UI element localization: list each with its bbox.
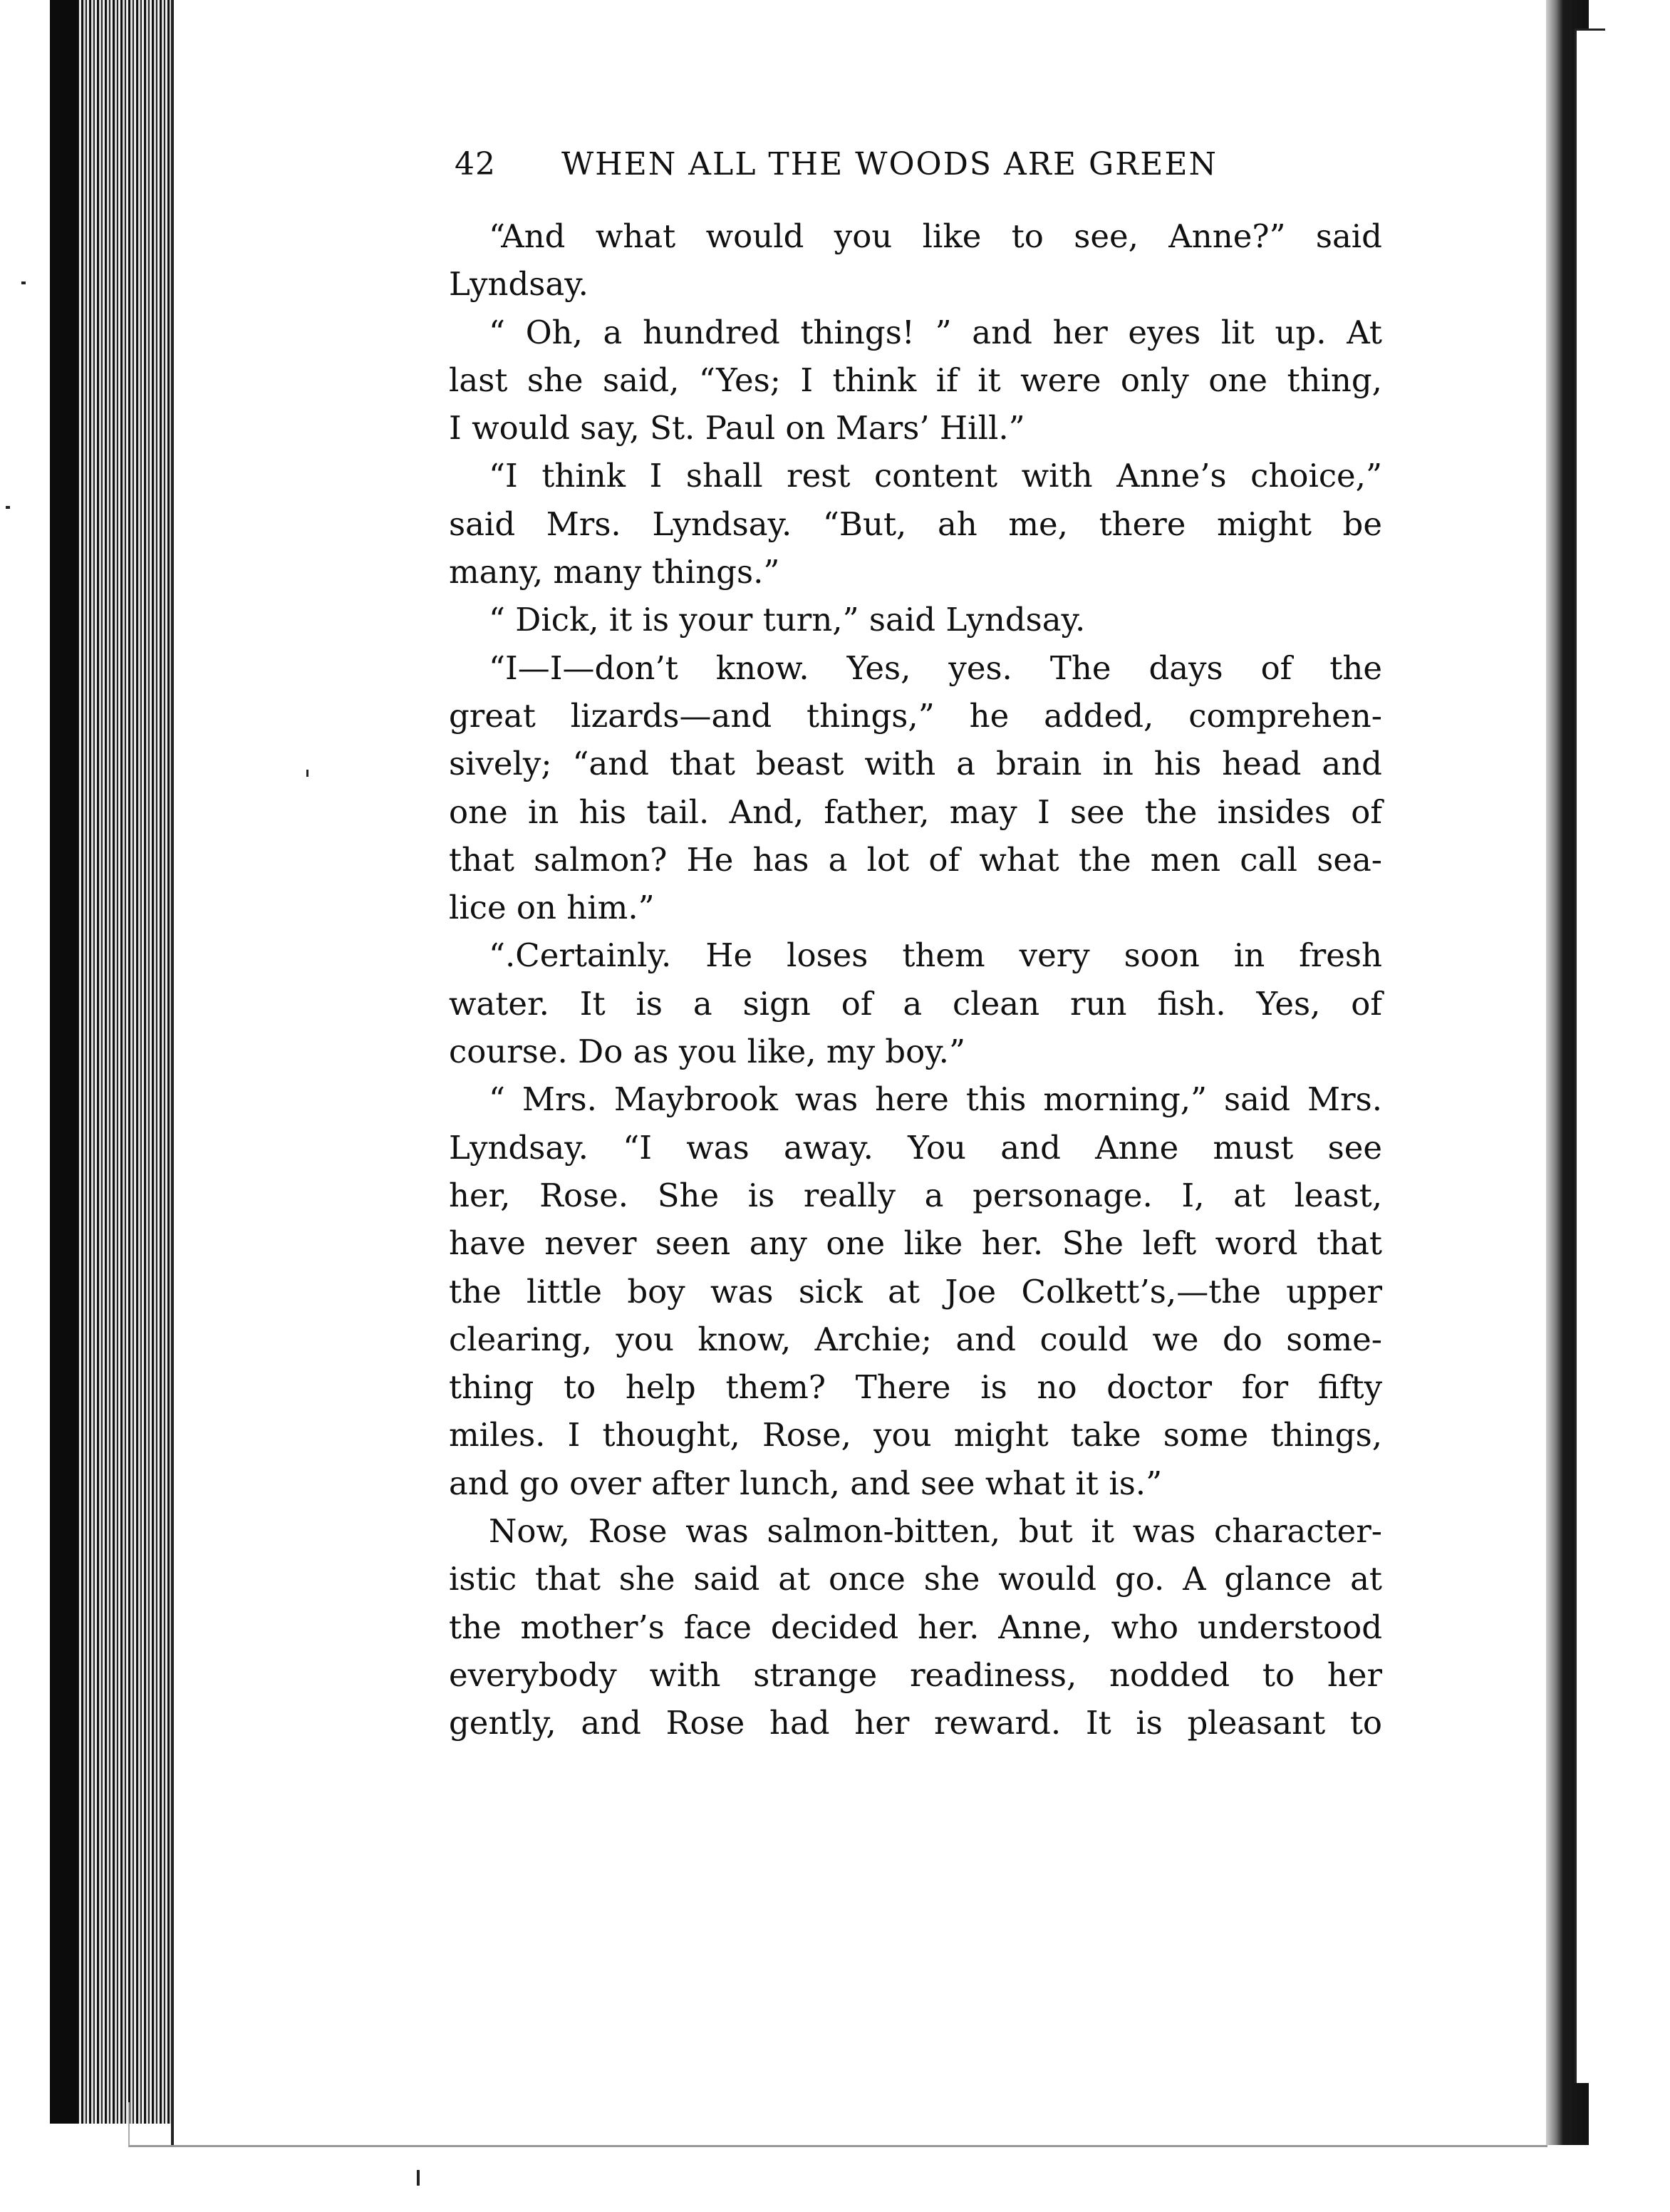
scan-speck <box>6 506 10 509</box>
text-line: istic that she said at once she would go. A glance at <box>449 1560 1382 1598</box>
text-line: said Mrs. Lyndsay. “But, ah me, there might be <box>449 505 1382 543</box>
page-text <box>449 146 1382 1747</box>
text-line: Lyndsay. “I was away. You and Anne must see <box>449 1128 1382 1167</box>
running-head <box>449 146 1382 182</box>
text-line: one in his tail. And, father, may I see the insides of <box>449 792 1382 831</box>
text-line: sively; “and that beast with a brain in his head and <box>449 745 1382 783</box>
text-line: and go over after lunch, and see what it is.” <box>449 1464 1163 1502</box>
body-text <box>449 212 1382 1747</box>
text-line: course. Do as you like, my boy.” <box>449 1033 965 1071</box>
text-line: last she said, “Yes; I think if it were only one thing, <box>449 361 1382 399</box>
text-line: water. It is a sign of a clean run fish. Yes, of <box>449 984 1382 1023</box>
text-line: the little boy was sick at Joe Colkett’s,—the upper <box>449 1272 1382 1311</box>
text-line: I would say, St. Paul on Mars’ Hill.” <box>449 409 1025 448</box>
text-line: “And what would you like to see, Anne?” said <box>489 217 1382 255</box>
text-line: have never seen any one like her. She left word that <box>449 1224 1382 1263</box>
scan-speck <box>21 281 26 284</box>
text-line: gently, and Rose had her reward. It is pleasant to <box>449 1704 1382 1742</box>
page-bottom-edge <box>128 2102 1547 2147</box>
text-line: “ Oh, a hundred things! ” and her eyes lit up. At <box>489 313 1382 351</box>
book-spine-shadow <box>50 0 78 2124</box>
text-line: miles. I thought, Rose, you might take some things, <box>449 1416 1382 1454</box>
page-number: 42 <box>455 146 496 182</box>
running-title: WHEN ALL THE WOODS ARE GREEN <box>561 146 1218 182</box>
text-line: “I—I—don’t know. Yes, yes. The days of the <box>489 648 1382 687</box>
text-line: “I think I shall rest content with Anne’s choice,” <box>489 457 1382 495</box>
text-line: the mother’s face decided her. Anne, who understood <box>449 1608 1382 1646</box>
text-line: everybody with strange readiness, nodded to her <box>449 1655 1382 1694</box>
text-line: “.Certainly. He loses them very soon in fresh <box>489 936 1382 975</box>
text-line: “ Mrs. Maybrook was here this morning,” said Mrs. <box>489 1080 1382 1119</box>
text-line: lice on him.” <box>449 889 655 927</box>
text-line: that salmon? He has a lot of what the men call sea- <box>449 840 1382 879</box>
text-line: “ Dick, it is your turn,” said Lyndsay. <box>489 601 1086 639</box>
text-line: great lizards—and things,” he added, comprehen- <box>449 696 1382 735</box>
scan-speck <box>306 770 308 777</box>
text-line: Lyndsay. <box>449 265 588 304</box>
facing-page-edge <box>1575 29 1605 2083</box>
text-line: clearing, you know, Archie; and could we do some- <box>449 1320 1382 1358</box>
text-line: her, Rose. She is really a personage. I, at least, <box>449 1176 1382 1214</box>
text-line: thing to help them? There is no doctor for fifty <box>449 1368 1382 1407</box>
text-line: Now, Rose was salmon-bitten, but it was character- <box>489 1512 1382 1551</box>
scan-speck <box>417 2170 420 2186</box>
text-line: many, many things.” <box>449 553 780 591</box>
